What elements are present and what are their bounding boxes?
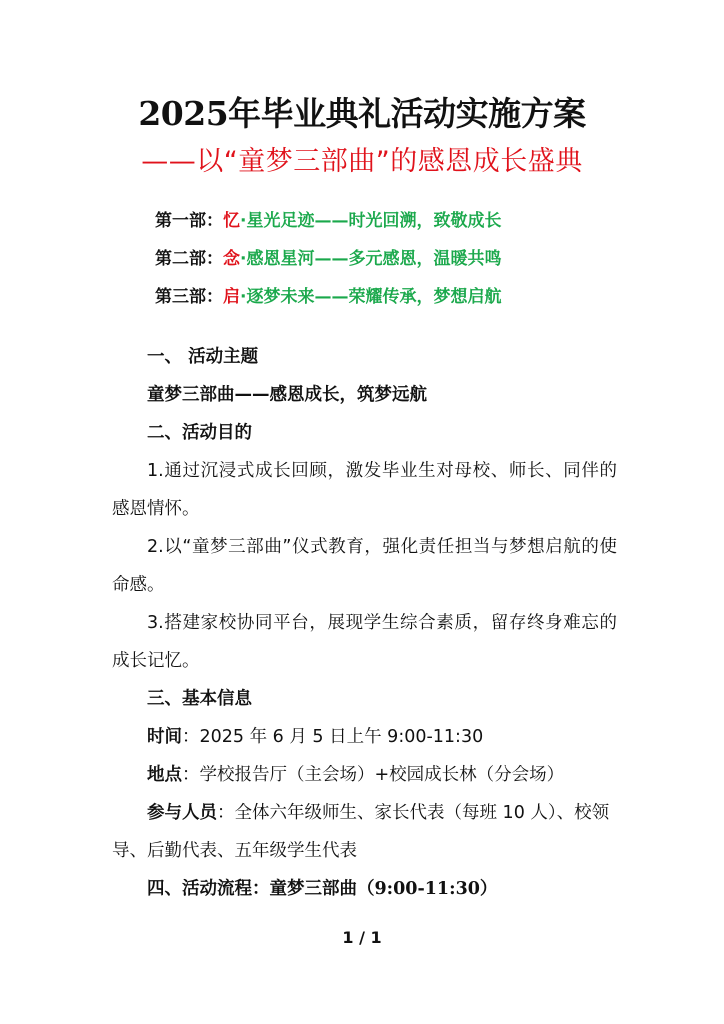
info-time [112,718,617,756]
page-number: 1 / 1 [342,928,382,947]
info-people-value: ：全体六年级师生、家长代表（每班 10 人）、校领导、后勤代表、五年级学生代表 [112,803,610,861]
info-time-label: 时间 [147,727,182,747]
part-rest: ·感恩星河——多元感恩，温暖共鸣 [240,249,502,269]
info-people [112,794,617,870]
section-heading-purpose: 二、活动目的 [147,423,252,443]
part-item-3 [155,282,501,320]
part-highlight: 念 [223,249,240,269]
info-place-value: ：学校报告厅（主会场）+校园成长林（分会场） [182,765,565,785]
section-heading-info: 三、基本信息 [147,689,252,709]
part-lead: 第一部： [155,211,223,231]
document-body [112,338,617,908]
info-place [112,756,617,794]
part-lead: 第二部： [155,249,223,269]
purpose-item-2: 2.以“童梦三部曲”仪式教育，强化责任担当与梦想启航的使命感。 [112,537,617,595]
document-title: 2025年毕业典礼活动实施方案 [138,94,586,133]
document-subtitle: ——以“童梦三部曲”的感恩成长盛典 [141,146,583,177]
info-place-label: 地点 [147,765,182,785]
section-heading-process: 四、活动流程：童梦三部曲（9:00-11:30） [147,879,498,899]
part-item-2 [155,244,501,282]
part-rest: ·星光足迹——时光回溯，致敬成长 [240,211,502,231]
part-item-1 [155,206,501,244]
theme-text: 童梦三部曲——感恩成长，筑梦远航 [147,385,427,405]
info-people-label: 参与人员 [147,803,217,823]
part-highlight: 启 [223,287,240,307]
info-time-value: ：2025 年 6 月 5 日上午 9:00-11:30 [182,727,484,747]
part-rest: ·逐梦未来——荣耀传承，梦想启航 [240,287,502,307]
parts-list [155,206,501,320]
section-heading-theme: 一、 活动主题 [147,347,259,367]
part-highlight: 忆 [223,211,240,231]
purpose-item-1: 1.通过沉浸式成长回顾，激发毕业生对母校、师长、同伴的感恩情怀。 [112,461,617,519]
purpose-item-3: 3.搭建家校协同平台，展现学生综合素质，留存终身难忘的成长记忆。 [112,613,617,671]
part-lead: 第三部： [155,287,223,307]
